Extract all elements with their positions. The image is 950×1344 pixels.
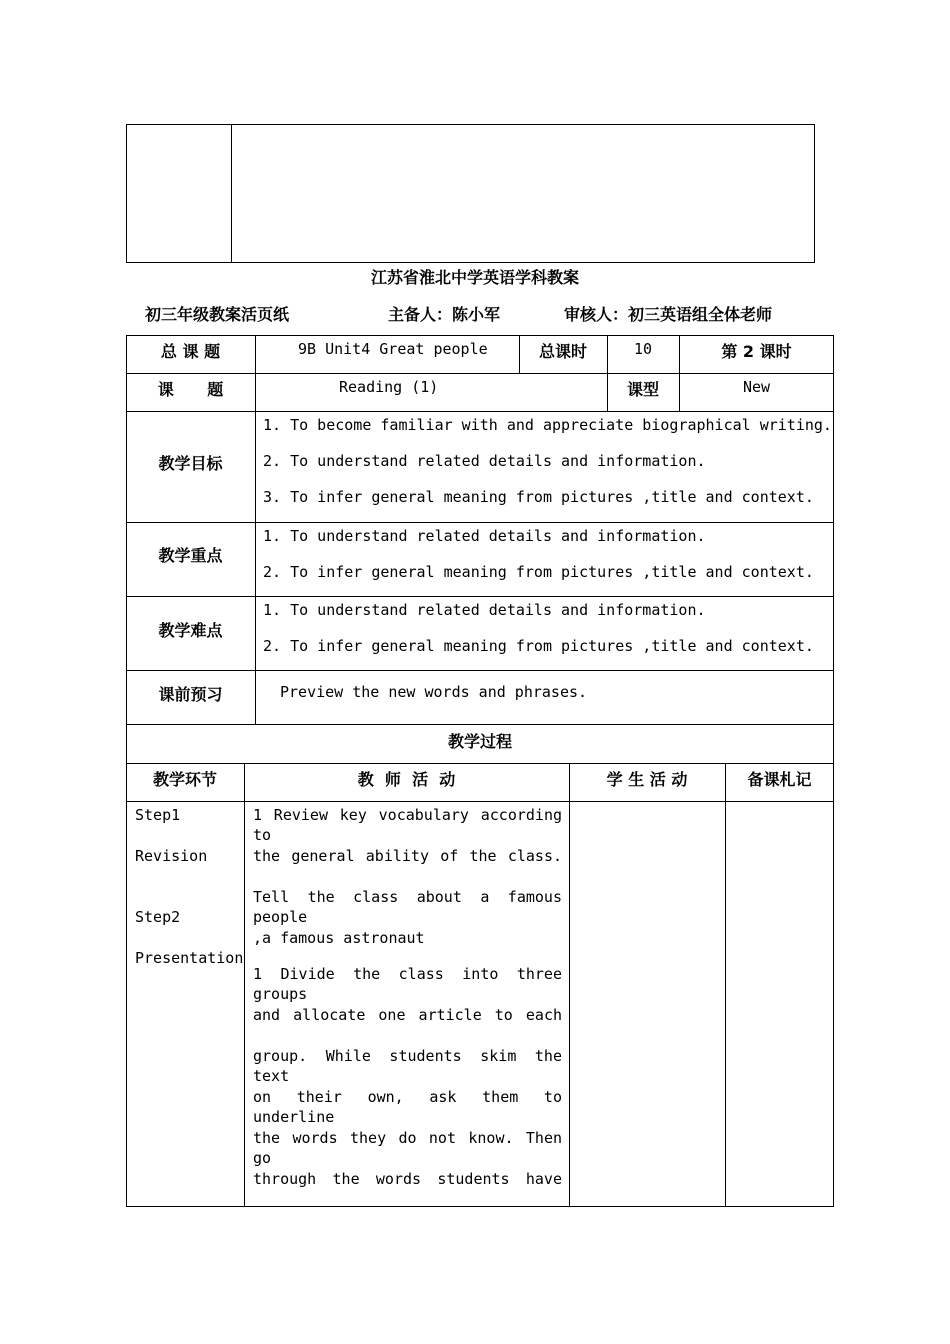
- teacher-activity-line: 1 Divide the class into three groups: [253, 965, 562, 1003]
- total-hours-value: 10: [633, 340, 653, 358]
- col-divider: [725, 763, 726, 1207]
- header-teacher-activity: 教 师 活 动: [357, 770, 456, 789]
- header-student-activity: 学 生 活 动: [606, 770, 688, 789]
- row-divider: [126, 763, 834, 764]
- preview-text: Preview the new words and phrases.: [280, 683, 588, 701]
- row-divider: [126, 724, 834, 725]
- preview-label: 课前预习: [158, 685, 223, 704]
- doc-title: 江苏省淮北中学英语学科教案: [370, 268, 579, 287]
- subheader-reviewer: 审核人：初三英语组全体老师: [564, 305, 773, 324]
- row-divider: [126, 670, 834, 671]
- header-step: 教学环节: [152, 770, 217, 789]
- step-label: Presentation: [135, 949, 244, 967]
- step-label: Step2: [135, 908, 181, 926]
- teacher-activity-line: Tell the class about a famous people: [253, 888, 562, 926]
- lesson-number: 第 2 课时: [721, 342, 792, 361]
- teacher-activity-line: 1 Review key vocabulary according to: [253, 806, 562, 844]
- difficulty-item: 1. To understand related details and information.: [263, 601, 706, 619]
- objective-item: 3. To infer general meaning from pictures ,title and context.: [263, 488, 814, 506]
- topic-label: 总 课 题: [160, 342, 221, 361]
- lesson-topic-label: 课 题: [157, 380, 224, 399]
- subheader-grade: 初三年级教案活页纸: [145, 305, 290, 324]
- teacher-activity-line: through the words students have: [253, 1170, 562, 1188]
- col-divider: [569, 763, 570, 1207]
- step-label: Step1: [135, 806, 181, 824]
- difficulty-item: 2. To infer general meaning from pictures ,title and context.: [263, 637, 814, 655]
- row-divider: [126, 411, 834, 412]
- teacher-activity-line: and allocate one article to each: [253, 1006, 562, 1024]
- teacher-activity-line: on their own, ask them to underline: [253, 1088, 562, 1126]
- key-point-item: 2. To infer general meaning from pictures ,title and context.: [263, 563, 814, 581]
- subheader-preparer: 主备人：陈小军: [388, 305, 501, 324]
- row-divider: [126, 373, 834, 374]
- key-points-label: 教学重点: [158, 546, 223, 565]
- topic-value: 9B Unit4 Great people: [298, 340, 488, 358]
- objective-item: 1. To become familiar with and appreciate biographical writing.: [263, 416, 832, 434]
- lesson-type-label: 课型: [626, 380, 659, 399]
- lesson-topic-value: Reading (1): [339, 378, 439, 396]
- header-notes: 备课札记: [747, 770, 812, 789]
- key-point-item: 1. To understand related details and information.: [263, 527, 706, 545]
- top-remnant-table: [126, 124, 815, 263]
- col-divider: [255, 335, 256, 724]
- teacher-activity-line: the words they do not know. Then go: [253, 1129, 562, 1167]
- step-label: Revision: [135, 847, 208, 865]
- teacher-activity-line: ,a famous astronaut: [253, 929, 425, 947]
- objectives-label: 教学目标: [158, 454, 223, 473]
- row-divider: [126, 522, 834, 523]
- teacher-activity-line: the general ability of the class.: [253, 847, 562, 865]
- row-divider: [126, 801, 834, 802]
- process-title: 教学过程: [447, 732, 512, 751]
- lesson-type-value: New: [742, 378, 771, 396]
- col-divider: [244, 763, 245, 1207]
- total-hours-label: 总课时: [538, 342, 587, 361]
- difficulties-label: 教学难点: [158, 621, 223, 640]
- top-remnant-divider: [231, 124, 232, 263]
- objective-item: 2. To understand related details and information.: [263, 452, 706, 470]
- row-divider: [126, 596, 834, 597]
- teacher-activity-line: group. While students skim the text: [253, 1047, 562, 1085]
